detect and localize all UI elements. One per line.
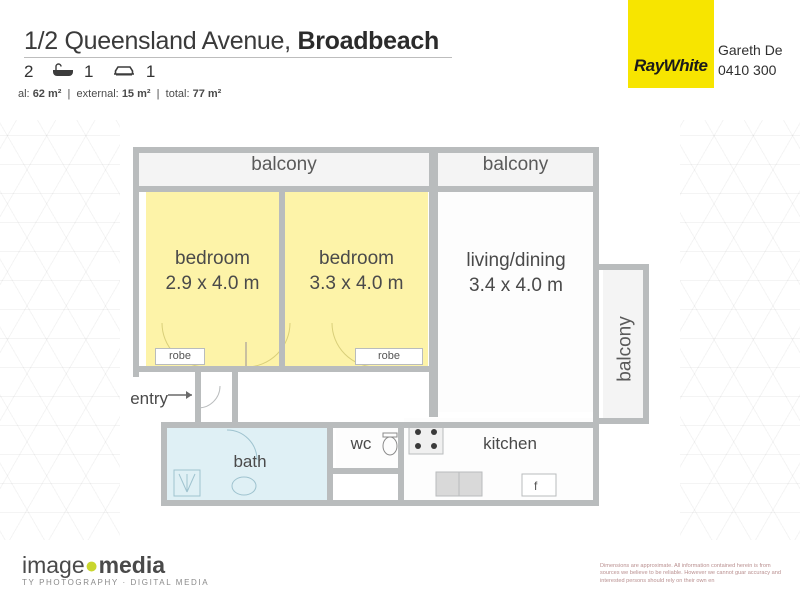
label-bedroom-1-dims: 2.9 x 4.0 m bbox=[165, 273, 260, 294]
logo-word-image: image bbox=[22, 552, 85, 578]
label-kitchen: kitchen bbox=[483, 434, 537, 453]
external-area-value: 15 m² bbox=[121, 88, 151, 100]
area-sep-2: | bbox=[153, 88, 163, 100]
wall-balcony-right-inner bbox=[438, 186, 599, 192]
total-area-label: total: bbox=[165, 88, 190, 100]
wall-balcony-side-top bbox=[593, 264, 649, 270]
label-entry: entry bbox=[130, 389, 168, 408]
wall-lower-bottom bbox=[161, 500, 599, 506]
bath-fixtures bbox=[167, 428, 332, 503]
wall-right-upper bbox=[593, 147, 599, 272]
wall-lower-top bbox=[161, 422, 599, 428]
title-address: 1/2 Queensland Avenue, bbox=[24, 27, 298, 55]
external-area-label: external: bbox=[76, 88, 119, 100]
logo-subtitle: TY PHOTOGRAPHY · DIGITAL MEDIA bbox=[22, 578, 210, 587]
label-bath: bath bbox=[233, 452, 267, 471]
image-media-logo bbox=[22, 552, 165, 579]
internal-area-value: 62 m² bbox=[32, 88, 62, 100]
label-bedroom-2 bbox=[285, 246, 428, 296]
robe-2: robe bbox=[355, 348, 423, 365]
logo-dot: ● bbox=[84, 552, 99, 578]
wall-entry-left bbox=[195, 372, 201, 422]
robe-1: robe bbox=[155, 348, 205, 365]
svg-text:f: f bbox=[534, 479, 538, 493]
area-sep-1: | bbox=[64, 88, 74, 100]
wall-bath-right bbox=[327, 422, 333, 506]
internal-area-label: al: bbox=[18, 88, 30, 100]
label-bedroom-2-name: bedroom bbox=[319, 248, 394, 269]
label-living-dining-dims: 3.4 x 4.0 m bbox=[469, 275, 563, 296]
label-bedroom-1 bbox=[146, 246, 279, 296]
wall-balcony-side-right bbox=[643, 264, 649, 424]
wall-balcony-side-left bbox=[593, 270, 599, 418]
wall-bedrooms-bottom bbox=[139, 366, 429, 372]
label-balcony-side: balcony bbox=[614, 316, 636, 382]
wall-entry-right bbox=[232, 372, 238, 422]
room-living-dining bbox=[438, 192, 593, 412]
agent-phone: 0410 300 bbox=[718, 62, 777, 78]
wall-left-outer bbox=[133, 147, 139, 377]
wall-wc-right bbox=[398, 422, 404, 506]
wall-lower-left bbox=[161, 422, 167, 506]
label-living-dining-name: living/dining bbox=[466, 250, 566, 271]
wall-vertical-mid bbox=[429, 147, 438, 417]
wall-wc-bottom bbox=[333, 468, 398, 474]
label-living-dining bbox=[432, 248, 600, 298]
kitchen-fixtures bbox=[404, 418, 596, 502]
label-bedroom-1-name: bedroom bbox=[175, 248, 250, 269]
raywhite-logo-text: RayWhite bbox=[634, 56, 708, 75]
wall-lower-right bbox=[593, 422, 599, 506]
bath-count: 1 bbox=[83, 62, 94, 81]
disclaimer-text: Dimensions are approximate. All information contained herein is from sources we believe to be reliable. However we cannot guar accuracy and interested persons should rely on their own en bbox=[600, 563, 781, 584]
agent-name: Gareth De bbox=[718, 42, 783, 58]
wall-balcony-side-bottom bbox=[593, 418, 649, 424]
title-suburb: Broadbeach bbox=[297, 27, 439, 55]
label-wc: wc bbox=[350, 434, 372, 453]
label-bedroom-2-dims: 3.3 x 4.0 m bbox=[309, 273, 404, 294]
total-area-value: 77 m² bbox=[192, 88, 222, 100]
label-balcony-right: balcony bbox=[482, 154, 549, 175]
wall-top-outer bbox=[133, 147, 599, 153]
car-count: 1 bbox=[145, 62, 156, 81]
bed-count: 2 bbox=[24, 62, 34, 81]
logo-word-media: media bbox=[98, 552, 166, 578]
wall-between-bedrooms bbox=[279, 192, 285, 372]
label-balcony-left: balcony bbox=[251, 154, 317, 175]
